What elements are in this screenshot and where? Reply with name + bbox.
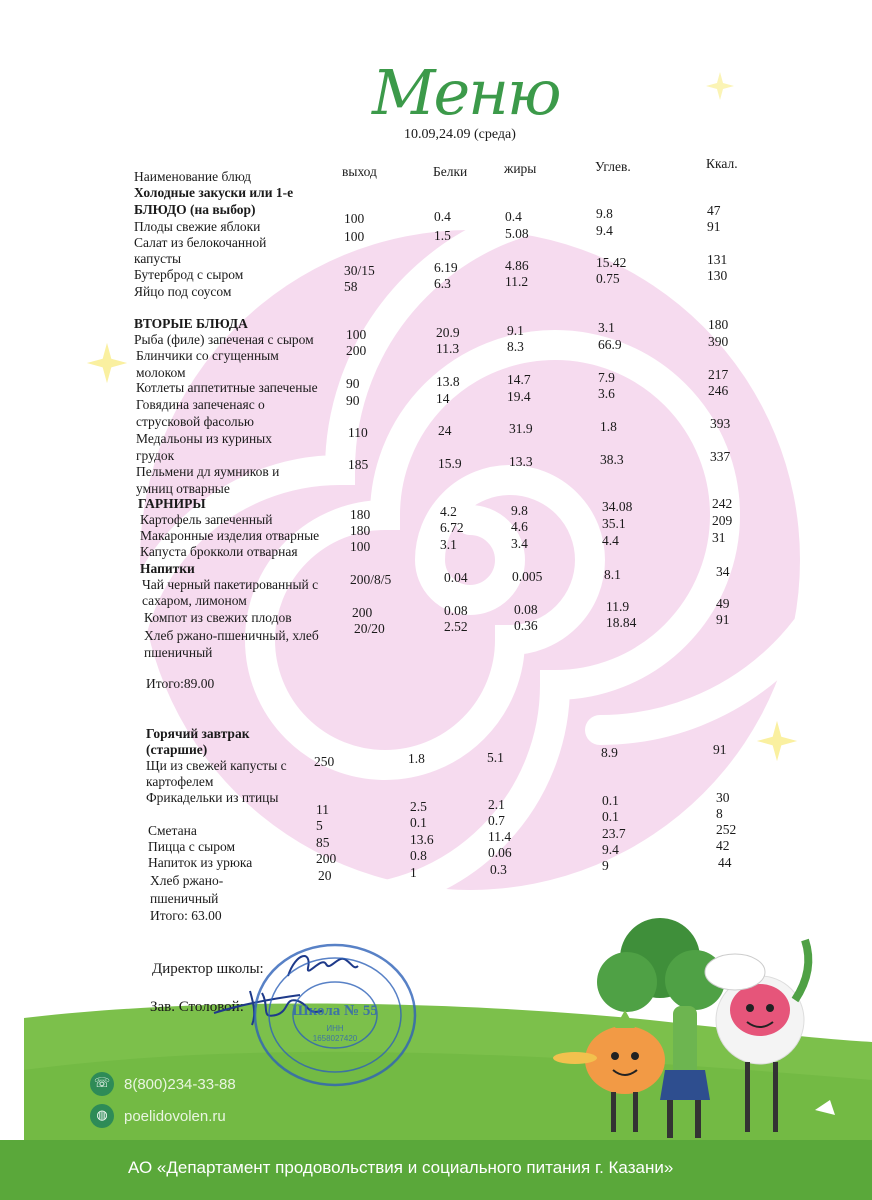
- vegetable-mascots-illustration: [545, 910, 845, 1140]
- dish-kcal: 49: [716, 596, 730, 611]
- dish-name: Сметана: [148, 823, 197, 838]
- col-out-header: выход: [342, 164, 377, 179]
- dish-kcal: 393: [710, 416, 731, 431]
- dish-name: Фрикадельки из птицы: [146, 790, 279, 805]
- dish-out: 100: [346, 327, 367, 342]
- dish-fat: 19.4: [507, 389, 531, 404]
- dish-out: 30/15: [344, 263, 375, 278]
- dish-out: 20: [318, 868, 332, 883]
- contact-website: poelidovolen.ru: [124, 1108, 226, 1125]
- dish-name: молоком: [136, 365, 186, 380]
- dish-protein: 6.3: [434, 276, 451, 291]
- dish-carbs: 0.1: [602, 793, 619, 808]
- dish-kcal: 31: [712, 530, 726, 545]
- dish-out: 200: [346, 343, 367, 358]
- dish-protein: 1: [410, 865, 417, 880]
- dish-out: 85: [316, 835, 330, 850]
- dish-kcal: 91: [713, 742, 727, 757]
- dish-kcal: 246: [708, 383, 729, 398]
- dish-out: 180: [350, 507, 371, 522]
- col-fat-header: жиры: [504, 161, 537, 176]
- dish-protein: 15.9: [438, 456, 462, 471]
- dish-protein: 11.3: [436, 341, 460, 356]
- dish-carbs: 8.1: [604, 567, 621, 582]
- dish-fat: 5.1: [487, 750, 504, 765]
- sparkle-icon: [704, 70, 736, 102]
- dish-protein: 1.8: [408, 751, 425, 766]
- dish-fat: 4.6: [511, 519, 528, 534]
- dish-fat: 11.4: [488, 829, 512, 844]
- dish-out: 200: [316, 851, 337, 866]
- dish-carbs: 8.9: [601, 745, 618, 760]
- dish-out: 200/8/5: [350, 572, 392, 587]
- dish-carbs: 0.1: [602, 809, 619, 824]
- dish-protein: 0.04: [444, 570, 468, 585]
- phone-icon: ☏: [90, 1072, 114, 1096]
- dish-carbs: 0.75: [596, 271, 620, 286]
- dish-protein: 20.9: [436, 325, 460, 340]
- dish-name: струсковой фасолью: [136, 414, 254, 429]
- school-stamp: [250, 940, 420, 1090]
- dish-kcal: 390: [708, 334, 729, 349]
- dish-carbs: 34.08: [602, 499, 633, 514]
- dish-fat: 2.1: [488, 797, 505, 812]
- dish-kcal: 180: [708, 317, 729, 332]
- dish-carbs: 9: [602, 858, 609, 873]
- section-heading: (старшие): [146, 742, 208, 757]
- total-label: Итого: 63.00: [150, 908, 222, 923]
- dish-out: 180: [350, 523, 371, 538]
- dish-fat: 0.005: [512, 569, 543, 584]
- dish-name: Компот из свежих плодов: [144, 610, 292, 625]
- dish-kcal: 91: [716, 612, 730, 627]
- dish-kcal: 34: [716, 564, 730, 579]
- dish-carbs: 11.9: [606, 599, 630, 614]
- dish-name: Рыба (филе) запеченая с сыром: [134, 332, 314, 347]
- globe-icon: ◍: [90, 1104, 114, 1128]
- total-label: Итого:89.00: [146, 676, 215, 691]
- dish-protein: 14: [436, 391, 450, 406]
- dish-name: Пельмени дл яумников и: [136, 464, 280, 479]
- dish-out: 11: [316, 802, 329, 817]
- dish-name: Говядина запеченаяс о: [136, 397, 265, 412]
- sparkle-icon: [754, 718, 800, 764]
- dish-fat: 11.2: [505, 274, 529, 289]
- col-carbs-header: Углев.: [595, 159, 631, 174]
- dish-name: Салат из белокочанной: [134, 235, 267, 250]
- dish-fat: 0.06: [488, 845, 512, 860]
- dish-fat: 4.86: [505, 258, 529, 273]
- dish-fat: 0.3: [490, 862, 507, 877]
- col-kcal-header: Ккал.: [706, 156, 738, 171]
- dish-kcal: 209: [712, 513, 733, 528]
- dish-protein: 0.8: [410, 848, 427, 863]
- dish-protein: 0.08: [444, 603, 468, 618]
- dish-protein: 13.6: [410, 832, 434, 847]
- section-heading: БЛЮДО (на выбор): [134, 202, 256, 217]
- dish-kcal: 337: [710, 449, 731, 464]
- section-heading: Горячий завтрак: [146, 726, 250, 741]
- dish-name: капусты: [134, 251, 182, 266]
- dish-kcal: 131: [707, 252, 728, 267]
- dish-name: Щи из свежей капусты с: [146, 758, 287, 773]
- dish-protein: 3.1: [440, 537, 457, 552]
- dish-fat: 0.7: [488, 813, 505, 828]
- dish-name: Макаронные изделия отварные: [140, 528, 320, 543]
- dish-fat: 5.08: [505, 226, 529, 241]
- stamp-inn-number: 1658027420: [312, 1034, 358, 1043]
- canteen-signature-label: Зав. Столовой:: [150, 999, 244, 1015]
- dish-out: 110: [348, 425, 368, 440]
- dish-protein: 2.52: [444, 619, 468, 634]
- dish-name: Котлеты аппетитные запеченые: [136, 380, 318, 395]
- dish-carbs: 4.4: [602, 533, 619, 548]
- dish-protein: 13.8: [436, 374, 460, 389]
- dish-name: пшеничный: [144, 645, 213, 660]
- dish-name: грудок: [136, 448, 175, 463]
- dish-carbs: 38.3: [600, 452, 624, 467]
- dish-fat: 9.8: [511, 503, 528, 518]
- dish-name: Плоды свежие яблоки: [134, 219, 261, 234]
- contact-phone: 8(800)234-33-88: [124, 1076, 236, 1093]
- dish-carbs: 23.7: [602, 826, 626, 841]
- dish-fat: 9.1: [507, 323, 524, 338]
- dish-kcal: 217: [708, 367, 729, 382]
- dish-kcal: 242: [712, 496, 733, 511]
- dish-fat: 8.3: [507, 339, 524, 354]
- dish-name: Капуста брокколи отварная: [140, 544, 298, 559]
- section-heading: Напитки: [140, 561, 195, 576]
- dish-protein: 1.5: [434, 228, 451, 243]
- dish-carbs: 9.4: [596, 223, 613, 238]
- dish-protein: 4.2: [440, 504, 457, 519]
- dish-out: 200: [352, 605, 373, 620]
- dish-fat: 0.08: [514, 602, 538, 617]
- dish-kcal: 130: [707, 268, 728, 283]
- dish-name: пшеничный: [150, 891, 219, 906]
- dish-name: картофелем: [146, 774, 214, 789]
- dish-out: 58: [344, 279, 358, 294]
- dish-kcal: 252: [716, 822, 737, 837]
- dish-name: умниц отварные: [136, 481, 230, 496]
- dish-carbs: 66.9: [598, 337, 622, 352]
- dish-out: 90: [346, 393, 360, 408]
- dish-fat: 0.4: [505, 209, 522, 224]
- dish-kcal: 91: [707, 219, 721, 234]
- dish-carbs: 3.6: [598, 386, 615, 401]
- dish-kcal: 42: [716, 838, 730, 853]
- director-signature-label: Директор школы:: [152, 961, 264, 977]
- stamp-center-text: Школа № 55: [292, 1003, 378, 1019]
- dish-carbs: 7.9: [598, 370, 615, 385]
- dish-name: Бутерброд с сыром: [134, 267, 244, 282]
- dish-protein: 0.4: [434, 209, 451, 224]
- dish-name: Чай черный пакетированный с: [142, 577, 319, 592]
- dish-name: Напиток из урюка: [148, 855, 253, 870]
- section-heading: ГАРНИРЫ: [138, 496, 206, 511]
- dish-carbs: 9.4: [602, 842, 619, 857]
- sparkle-icon: [84, 340, 130, 386]
- dish-name: сахаром, лимоном: [142, 593, 247, 608]
- dish-out: 20/20: [354, 621, 385, 636]
- dish-out: 5: [316, 818, 323, 833]
- dish-carbs: 18.84: [606, 615, 637, 630]
- dish-out: 100: [344, 229, 365, 244]
- dish-out: 90: [346, 376, 360, 391]
- dish-carbs: 3.1: [598, 320, 615, 335]
- dish-name: Картофель запеченный: [140, 512, 273, 527]
- dish-carbs: 15.42: [596, 255, 627, 270]
- dish-kcal: 30: [716, 790, 730, 805]
- dish-protein: 24: [438, 423, 452, 438]
- dish-fat: 13.3: [509, 454, 533, 469]
- dish-kcal: 8: [716, 806, 723, 821]
- dish-protein: 0.1: [410, 815, 427, 830]
- dish-fat: 0.36: [514, 618, 538, 633]
- dish-out: 100: [350, 539, 371, 554]
- dish-fat: 14.7: [507, 372, 531, 387]
- dish-protein: 2.5: [410, 799, 427, 814]
- dish-protein: 6.19: [434, 260, 458, 275]
- col-name-header: Наименование блюд: [134, 169, 252, 184]
- dish-name: Медальоны из куриных: [136, 431, 273, 446]
- dish-name: Хлеб ржано-пшеничный, хлеб: [144, 628, 319, 643]
- menu-date: 10.09,24.09 (среда): [404, 127, 516, 142]
- dish-name: Блинчики со сгущенным: [136, 348, 279, 363]
- dish-fat: 3.4: [511, 536, 528, 551]
- dish-name: Яйцо под соусом: [134, 284, 232, 299]
- section-heading: Холодные закуски или 1-е: [134, 185, 294, 200]
- stamp-inn-label: ИНН: [326, 1024, 344, 1033]
- dish-name: Хлеб ржано-: [150, 873, 224, 888]
- section-heading: ВТОРЫЕ БЛЮДА: [134, 316, 248, 331]
- dish-kcal: 44: [718, 855, 732, 870]
- col-protein-header: Белки: [433, 164, 468, 179]
- dish-out: 100: [344, 211, 365, 226]
- footer-organization: АО «Департамент продовольствия и социального питания г. Казани»: [128, 1158, 674, 1177]
- dish-carbs: 35.1: [602, 516, 626, 531]
- dish-out: 185: [348, 457, 369, 472]
- dish-carbs: 9.8: [596, 206, 613, 221]
- menu-title: Меню: [372, 56, 560, 129]
- dish-fat: 31.9: [509, 421, 533, 436]
- dish-carbs: 1.8: [600, 419, 617, 434]
- dish-kcal: 47: [707, 203, 721, 218]
- dish-protein: 6.72: [440, 520, 464, 535]
- dish-name: Пицца с сыром: [148, 839, 236, 854]
- dish-out: 250: [314, 754, 335, 769]
